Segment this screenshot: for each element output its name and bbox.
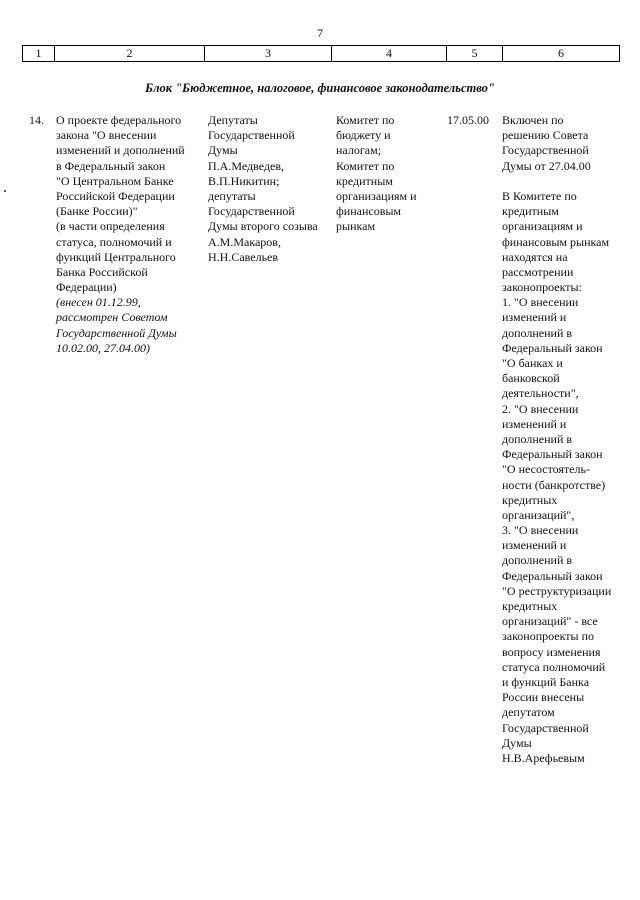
author-line: П.А.Медведев, [208, 158, 284, 173]
column-number-5: 5 [447, 46, 503, 62]
author-line: Государственной [208, 128, 295, 143]
comment-line: вопросу изменения [502, 644, 601, 659]
bill-title-line: функций Центрального [56, 249, 176, 264]
bill-note-line: (внесен 01.12.99, [56, 295, 141, 310]
column-number-header [22, 45, 620, 62]
authors-column [208, 113, 333, 265]
committee-line: организациям и [336, 188, 417, 203]
committee-line: налогам; [336, 143, 382, 158]
comment-line: России внесены [502, 690, 585, 705]
comment-line: 3. "О внесении [502, 523, 579, 538]
comment-line: дополнений в [502, 431, 573, 446]
entry-date: 17.05.00 [447, 113, 489, 127]
page-number: 7 [317, 26, 323, 40]
committee-line: финансовым [336, 204, 402, 219]
bill-title-line: (в части определения [56, 219, 165, 234]
committee-line: Комитет по [336, 113, 395, 127]
bill-title-line: "О Центральном Банке [56, 173, 174, 188]
bill-title-line: в Федеральный закон [56, 158, 166, 173]
column-number-4: 4 [332, 46, 447, 62]
comment-line: организаций" - все [502, 614, 598, 629]
author-line: Думы [208, 143, 238, 158]
committee-line: бюджету и [336, 128, 391, 143]
bill-note-line: рассмотрен Советом [56, 310, 168, 325]
bill-title-column [56, 113, 201, 356]
comment-line: законопроекты: [502, 280, 582, 295]
committee-line: рынкам [336, 219, 376, 234]
column-number-6: 6 [503, 46, 620, 62]
entry-number: 14. [29, 113, 44, 127]
bill-title-line: О проекте федерального [56, 113, 182, 127]
bill-note-line: 10.02.00, 27.04.00) [56, 340, 150, 355]
block-title: Блок "Бюджетное, налоговое, финансовое законодательство" [145, 81, 495, 95]
comment-line: "О реструктуризации [502, 583, 612, 598]
comment-line: кредитных [502, 492, 558, 507]
comment-line: находятся на [502, 249, 568, 264]
column-number-1: 1 [23, 46, 55, 62]
comment-line: статуса полномочий [502, 659, 606, 674]
comment-line: дополнений в [502, 325, 573, 340]
author-line: А.М.Макаров, [208, 234, 281, 249]
bill-note-line: Государственной Думы [56, 325, 177, 340]
bill-title-line: изменений и дополнений [56, 143, 185, 158]
bill-title-line: статуса, полномочий и [56, 234, 172, 249]
bill-title-line: Федерации) [56, 280, 117, 295]
comment-line: "О несостоятель- [502, 462, 590, 477]
status-line: решению Совета [502, 128, 589, 143]
comment-line: деятельности", [502, 386, 579, 401]
committee-line: кредитным [336, 173, 393, 188]
margin-mark [4, 190, 6, 192]
paragraph-gap [502, 174, 620, 189]
comment-line: банковской [502, 371, 560, 386]
date-column [447, 113, 497, 128]
comment-line: ности (банкротстве) [502, 477, 606, 492]
comment-line: Государственной [502, 720, 589, 735]
committee-column [336, 113, 436, 235]
comment-line: финансовым рынкам [502, 234, 610, 249]
comment-line: рассмотрении [502, 264, 574, 279]
comment-line: депутатом [502, 705, 555, 720]
author-line: Думы второго созыва [208, 219, 318, 234]
comment-line: организаций", [502, 507, 575, 522]
status-line: Государственной [502, 143, 589, 158]
author-line: Н.Н.Савельев [208, 249, 279, 264]
comment-line: и функций Банка [502, 674, 590, 689]
author-line: Депутаты [208, 113, 258, 127]
comment-line: законопроекты по [502, 629, 595, 644]
status-column [502, 113, 620, 766]
column-number-3: 3 [205, 46, 332, 62]
comment-line: организациям и [502, 219, 583, 234]
comment-line: Федеральный закон [502, 447, 603, 462]
bill-title-line: Российской Федерации [56, 188, 175, 203]
author-line: депутаты [208, 188, 256, 203]
author-line: В.П.Никитин; [208, 173, 280, 188]
column-number-2: 2 [55, 46, 205, 62]
comment-line: кредитным [502, 204, 559, 219]
comment-line: кредитных [502, 599, 558, 613]
status-line: Думы от 27.04.00 [502, 158, 591, 173]
author-line: Государственной [208, 204, 295, 219]
comment-line: 1. "О внесении [502, 295, 579, 310]
status-line: Включен по [502, 113, 564, 127]
comment-line: изменений и [502, 310, 567, 325]
bill-title-line: (Банке России)" [56, 204, 138, 219]
bill-title-line: закона "О внесении [56, 128, 157, 143]
comment-line: Федеральный закон [502, 340, 603, 355]
bill-title-line: Банка Российской [56, 264, 148, 279]
comment-line: изменений и [502, 416, 567, 431]
comment-line: Думы [502, 735, 532, 750]
comment-line: Н.В.Арефьевым [502, 750, 585, 765]
comment-line: "О банках и [502, 356, 563, 370]
comment-line: 2. "О внесении [502, 401, 579, 416]
committee-line: Комитет по [336, 158, 395, 173]
comment-line: Федеральный закон [502, 568, 603, 583]
comment-line: В Комитете по [502, 188, 577, 203]
comment-line: дополнений в [502, 553, 573, 568]
comment-line: изменений и [502, 538, 567, 553]
